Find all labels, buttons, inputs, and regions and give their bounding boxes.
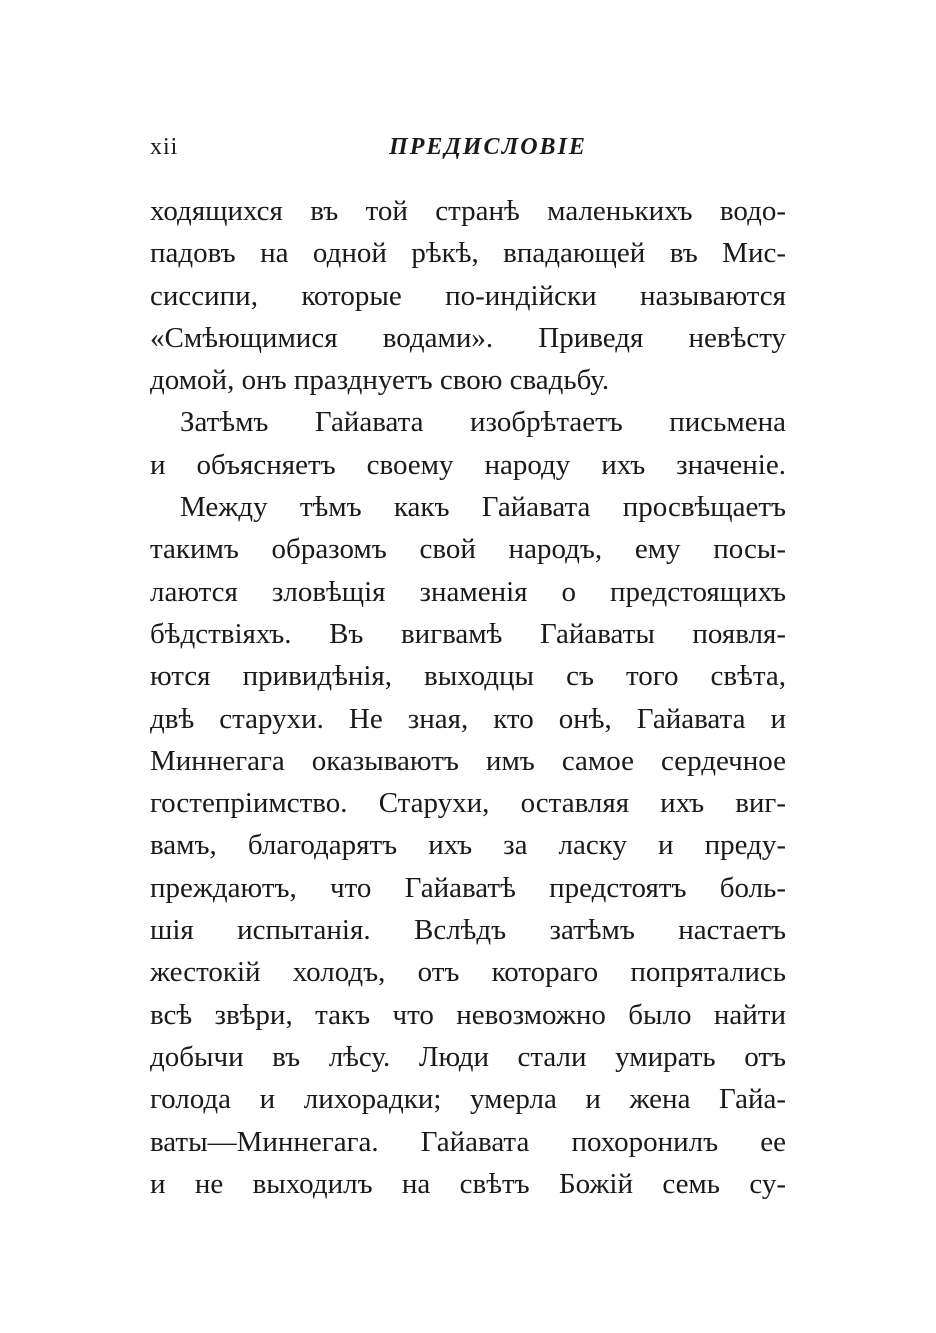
body-text xyxy=(150,190,786,1205)
paragraph-1 xyxy=(150,190,786,401)
text-line: ваты—Миннегага. Гайавата похоронилъ ее xyxy=(150,1125,786,1158)
text-line: Миннегага оказываютъ имъ самое сердечное xyxy=(150,744,786,777)
paragraph-3 xyxy=(150,486,786,1205)
text-line: Между тѣмъ какъ Гайавата просвѣщаетъ xyxy=(180,491,786,524)
text-line: бѣдствіяхъ. Въ вигвамѣ Гайаваты появля- xyxy=(150,617,786,650)
page-header xyxy=(150,134,786,168)
text-line: лаются зловѣщія знаменія о предстоящихъ xyxy=(150,575,786,608)
paragraph-2 xyxy=(150,401,786,486)
text-line: жестокій холодъ, отъ котораго попрятались xyxy=(150,956,786,989)
running-title: ПРЕДИСЛОВІЕ xyxy=(389,134,587,160)
text-line: ходящихся въ той странѣ маленькихъ водо- xyxy=(150,195,786,227)
text-line: и не выходилъ на свѣтъ Божій семь су- xyxy=(150,1167,786,1200)
text-line: преждаютъ, что Гайаватѣ предстоятъ боль- xyxy=(150,871,786,904)
text-line: Затѣмъ Гайавата изобрѣтаетъ письмена xyxy=(180,406,786,439)
text-line: сиссипи, которые по-индійски называются xyxy=(150,279,786,312)
page-number: xii xyxy=(150,134,179,160)
text-line: падовъ на одной рѣкѣ, впадающей въ Мис- xyxy=(150,237,786,270)
text-line: домой, онъ празднуетъ свою свадьбу. xyxy=(150,364,610,397)
text-line: такимъ образомъ свой народъ, ему посы- xyxy=(150,533,786,566)
text-line: шія испытанія. Вслѣдъ затѣмъ настаетъ xyxy=(150,914,786,947)
text-line: голода и лихорадки; умерла и жена Гайа- xyxy=(150,1083,786,1116)
text-line: ются привидѣнія, выходцы съ того свѣта, xyxy=(150,660,786,693)
text-line: всѣ звѣри, такъ что невозможно было найти xyxy=(150,998,786,1031)
text-line: и объясняетъ своему народу ихъ значеніе. xyxy=(150,448,786,481)
text-line: гостепріимство. Старухи, оставляя ихъ виг- xyxy=(150,787,786,820)
text-line: «Смѣющимися водами». Приведя невѣсту xyxy=(150,321,786,354)
text-line: двѣ старухи. Не зная, кто онѣ, Гайавата и xyxy=(150,702,786,735)
text-line: добычи въ лѣсу. Люди стали умирать отъ xyxy=(150,1040,786,1073)
text-line: вамъ, благодарятъ ихъ за ласку и преду- xyxy=(150,829,786,862)
